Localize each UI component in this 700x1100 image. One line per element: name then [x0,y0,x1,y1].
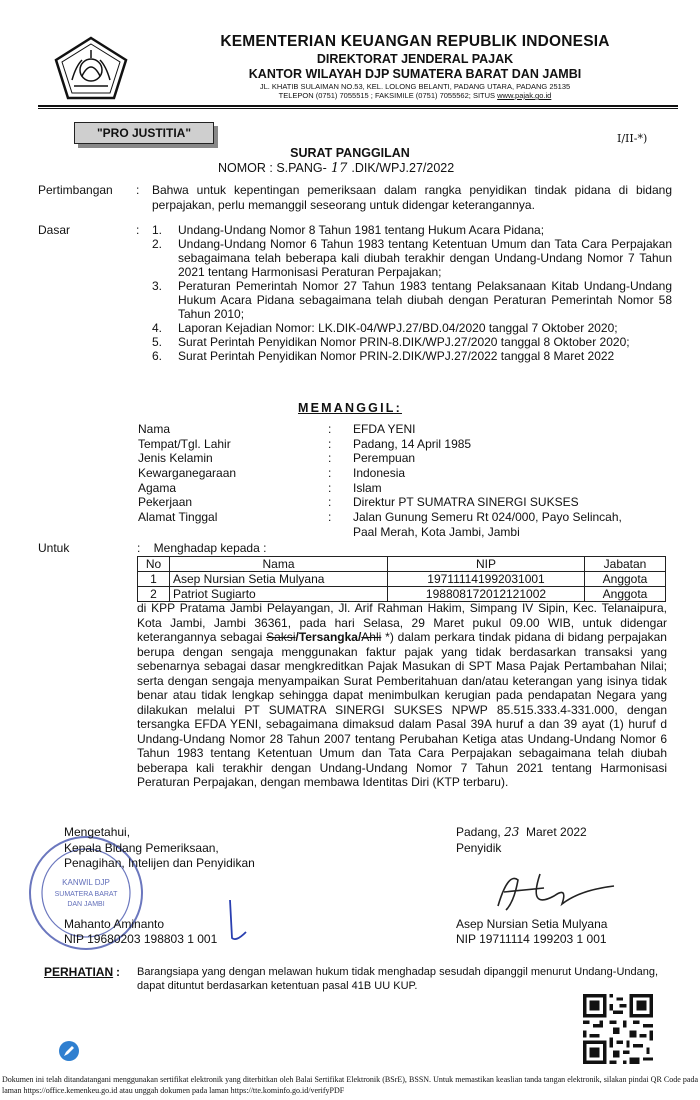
number-handwritten: 17 [330,161,348,176]
pertimbangan-text: Bahwa untuk kepentingan pemeriksaan dalam rangka penyidikan tindak pidana di bidang perpajakan, perlu memanggil seseorang untuk didengar keterangannya. [152,183,672,212]
header-website: www.pajak.go.id [497,91,552,100]
kemenkeu-logo-icon [52,36,130,100]
list-item: 1. Undang-Undang Nomor 8 Tahun 1981 tentang Hukum Acara Pidana; [152,223,545,237]
number-prefix: NOMOR : S.PANG- [218,161,327,175]
perhatian-label: PERHATIAN [44,965,114,979]
pertimbangan-label: Pertimbangan [38,183,113,197]
identity-row: Jenis Kelamin : Perempuan [138,451,416,466]
header-contact [150,91,680,100]
signature-left-block: Mengetahui, Kepala Bidang Pemeriksaan, Penagihan, Intelijen dan Penyidikan [64,825,255,870]
dasar-label: Dasar [38,223,71,237]
header-divider [38,105,678,107]
identity-row: Alamat Tinggal : Jalan Gunung Semeru Rt 024/000, Payo Selincah, [138,510,622,525]
identity-row: Paal Merah, Kota Jambi, Jambi [353,524,520,539]
signer-right [456,917,607,947]
table-row: 2 Patriot Sugiarto 198808172012121002 Anggota [138,587,666,602]
header-contact-text: TELEPON (0751) 7055515 ; FAKSIMILE (0751) 7055562; SITUS [278,91,496,100]
signer-right-name: Asep Nursian Setia Mulyana [456,917,608,931]
signer-left-name: Mahanto Aminanto [64,917,165,931]
tersangka-role: /Tersangka/ [295,630,362,644]
number-suffix: .DIK/WPJ.27/2022 [351,161,455,175]
perhatian-text: Barangsiapa yang dengan melawan hukum tidak menghadap sesudah dipanggil menurut Undang-Undang, dapat dituntut berdasarkan ketentuan pasal 41B UU KUP. [137,966,659,992]
identity-block [138,422,678,540]
svg-text:SUMATERA BARAT: SUMATERA BARAT [54,891,118,898]
identity-row: Nama : EFDA YENI [138,422,416,436]
signer-left-nip: NIP 19680203 198803 1 001 [64,932,218,946]
identity-row: Agama : Islam [138,480,382,495]
untuk-label: Untuk [38,541,70,555]
perhatian-colon: : [116,965,120,979]
saksi-struck: Saksi [266,630,296,644]
list-item: 3. Peraturan Pemerintah Nomor 27 Tahun 1983 tentang Pelaksanaan Kitab Undang-Undang Hukum Acara Pidana sebagaimana telah diubah dengan Peraturan Pemerintah Nomor 58 Tahun 2010; [152,279,672,321]
document-number [218,161,454,176]
pro-justitia-box: "PRO JUSTITIA" [74,122,214,144]
dasar-list [152,223,672,363]
list-item: 5. Surat Perintah Penyidikan Nomor PRIN-8.DIK/WPJ.27/2020 tanggal 8 Oktober 2020; [152,335,630,349]
dasar-colon: : [136,223,140,237]
ahli-struck: Ahli [361,630,382,644]
header-ministry: KEMENTERIAN KEUANGAN REPUBLIK INDONESIA [220,33,610,50]
table-header: No Nama NIP Jabatan [138,557,666,572]
svg-text:DAN JAMBI: DAN JAMBI [67,901,105,908]
digital-signature-footer: Dokumen ini telah ditandatangani menggunakan sertifikat elektronik yang diterbitkan oleh Balai Sertifikat Elektronik (BSrE), BSSN. Untuk memastikan keaslian tanda tangan elektronik, silakan pindai QR Code pada laman https://office.kemenkeu.go.id atau unggah dokumen pada laman https://tte.kominfo.go.id/verifyPDF [2,1075,698,1095]
header-directorate: DIREKTORAT JENDERAL PAJAK [316,52,514,66]
copy-mark: I/II-*) [617,132,648,145]
signer-left [64,917,217,947]
document-title: SURAT PANGGILAN [290,146,410,160]
signature-scribble-icon [484,866,624,916]
identity-row: Tempat/Tgl. Lahir : Padang, 14 April 1985 [138,436,472,451]
pertimbangan-colon: : [136,183,140,197]
investigator-table [137,556,666,602]
svg-text:KANWIL DJP: KANWIL DJP [62,878,110,887]
header-address: JL. KHATIB SULAIMAN NO.53, KEL. LOLONG BELANTI, PADANG UTARA, PADANG 25135 [259,82,571,91]
menghadap-text: : Menghadap kepada : [137,541,267,555]
list-item: 2. Undang-Undang Nomor 6 Tahun 1983 tentang Ketentuan Umum dan Tata Cara Perpajakan sebagaimana telah beberapa kali diubah terakhir dengan Undang-Undang Nomor 7 Tahun 2021 tentang Harmonisasi Peraturan Perpajakan; [152,237,672,279]
signer-right-nip: NIP 19711114 199203 1 001 [456,932,607,946]
summons-body: di KPP Pratama Jambi Pelayangan, Jl. Arif Rahman Hakim, Simpang IV Sipin, Kec. Telanaipura, Kota Jambi, Jambi 36361, pada hari Selasa, 29 Maret pukul 09.00 WIB, untuk didengar keterangannya sebagai Saksi/Tersangka/Ahli *) dalam perkara tindak pidana di bidang perpajakan berupa dengan sengaja menggunakan faktur pajak yang tidak berdasarkan transaksi yang sebenarnya sebagai dasar mengkreditkan Pajak Masukan di SPT Masa Pajak Pertambahan Nilai; serta dengan sengaja menyampaikan Surat Pemberitahuan dan/atau keterangan yang isinya tidak benar atau tidak lengkap sehingga dapat menimbulkan kerugian pada pendapatan Negara yang dilakukan melalui PT SUMATRA SINERGI SUKSES NPWP 85.515.333.4-331.000, dengan tersangka EFDA YENI, sebagaimana dimaksud dalam Pasal 39A huruf a dan 39 ayat (1) huruf d Undang-Undang Nomor 28 Tahun 2007 tentang Perubahan Ketiga atas Undang-Undang Nomor 6 Tahun 1983 tentang Ketentuan Umum dan Tata Cara Perpajakan sebagaimana telah diubah beberapa kali terakhir dengan Undang-Undang Nomor 7 Tahun 2021 tentang Harmonisasi Peraturan Perpajakan, dengan membawa Identitas Diri (KTP terbaru). [137,601,667,789]
signature-right-block: Padang, 23 Maret 2022 Penyidik [456,825,587,855]
header-office: KANTOR WILAYAH DJP SUMATERA BARAT DAN JAMBI [248,67,582,81]
memanggil-heading: MEMANGGIL: [298,401,402,415]
list-item: 4. Laporan Kejadian Nomor: LK.DIK-04/WPJ.27/BD.04/2020 tanggal 7 Oktober 2020; [152,321,618,335]
identity-row: Kewarganegaraan : Indonesia [138,466,406,481]
paraf-mark-icon [222,898,252,944]
identity-row: Pekerjaan : Direktur PT SUMATRA SINERGI SUKSES [138,495,579,510]
list-item: 6. Surat Perintah Penyidikan Nomor PRIN-2.DIK/WPJ.27/2022 tanggal 8 Maret 2022 [152,349,615,363]
pen-icon [58,1040,80,1062]
table-row: 1 Asep Nursian Setia Mulyana 197111141992031001 Anggota [138,572,666,587]
qr-code-icon [583,994,653,1064]
header-divider-thin [38,108,678,109]
